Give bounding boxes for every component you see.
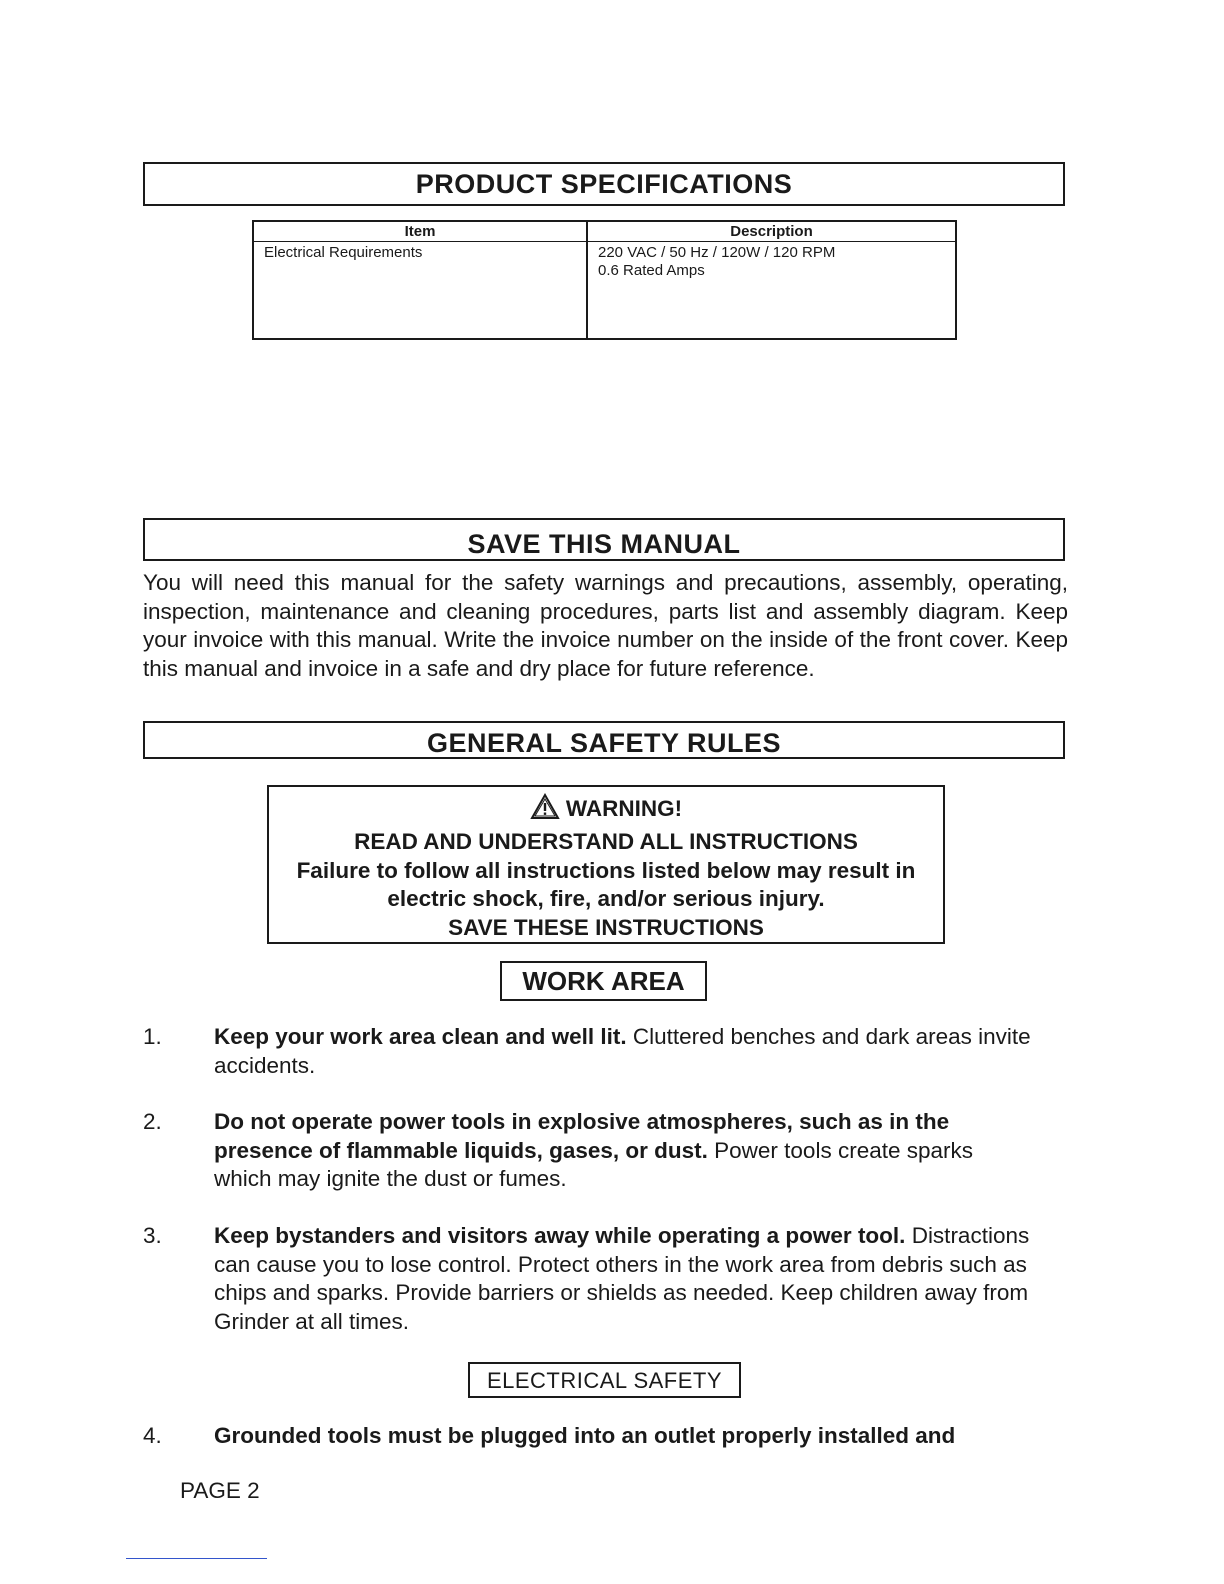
rule-text — [214, 1023, 1068, 1080]
footer-divider — [126, 1558, 267, 1559]
warning-line-2: Failure to follow all instructions listed below may result in — [296, 857, 916, 883]
rule-bold-text: Keep bystanders and visitors away while operating a power tool. — [214, 1223, 906, 1248]
page-number: PAGE 2 — [180, 1478, 260, 1503]
rule-plain-text: Power tools create sparks which may ignite the dust or fumes. — [214, 1137, 974, 1192]
product-specifications-heading: PRODUCT SPECIFICATIONS — [143, 162, 1065, 206]
column-header-description: Description — [587, 221, 956, 242]
warning-triangle-icon — [530, 793, 560, 828]
rule-bold-text: Do not operate power tools in explosive atmospheres, such as in the presence of flammable liquids, gases, or dust. — [214, 1109, 950, 1163]
save-manual-heading: SAVE THIS MANUAL — [143, 518, 1065, 561]
rule-number: 1. — [143, 1024, 162, 1049]
rule-1 — [143, 1023, 1068, 1081]
table-row — [253, 242, 956, 340]
rule-bold-text: Keep your work area clean and well lit. — [214, 1024, 627, 1049]
rule-2 — [143, 1108, 1068, 1196]
warning-title: WARNING! — [565, 796, 683, 821]
description-line-1: 220 VAC / 50 Hz / 120W / 120 RPM — [598, 244, 836, 261]
rule-bold-text: Grounded tools must be plugged into an outlet properly installed and — [214, 1423, 956, 1448]
table-header-row — [253, 221, 956, 242]
save-manual-text: You will need this manual for the safety warnings and precautions, assembly, operating, inspection, maintenance and cleaning procedures, parts list and assembly diagram. Keep your invoice with this manual. Write the invoice number on the inside of the front cover. Keep this manual and invoice in a safe and dry place for future reference. — [143, 570, 1068, 682]
rule-text — [214, 1108, 1028, 1194]
rule-text — [214, 1222, 1068, 1337]
warning-title-line — [269, 793, 943, 828]
rule-4 — [143, 1422, 1068, 1452]
warning-line-1: READ AND UNDERSTAND ALL INSTRUCTIONS — [354, 828, 858, 854]
column-header-item: Item — [253, 221, 587, 242]
warning-line-4: SAVE THESE INSTRUCTIONS — [448, 915, 764, 941]
warning-line-3: electric shock, fire, and/or serious injury. — [387, 886, 825, 912]
rule-number: 4. — [143, 1423, 162, 1448]
cell-description — [587, 242, 956, 340]
rule-plain-text: Distractions can cause you to lose control. Protect others in the work area from debris such as chips and sparks. Provide barriers or shields as needed. Keep children away from Grinder at all times. — [214, 1223, 1030, 1335]
general-safety-rules-heading: GENERAL SAFETY RULES — [143, 721, 1065, 759]
work-area-heading: WORK AREA — [500, 961, 707, 1001]
description-line-2: 0.6 Rated Amps — [598, 262, 705, 279]
electrical-safety-heading: ELECTRICAL SAFETY — [468, 1362, 741, 1398]
specifications-table — [252, 220, 957, 340]
warning-box — [267, 785, 945, 944]
cell-item: Electrical Requirements — [253, 242, 587, 340]
rule-plain-text: Cluttered benches and dark areas invite accidents. — [214, 1024, 1031, 1078]
rule-number: 3. — [143, 1223, 162, 1248]
rule-3 — [143, 1222, 1068, 1338]
rule-number: 2. — [143, 1109, 162, 1134]
rule-text — [214, 1422, 1068, 1451]
